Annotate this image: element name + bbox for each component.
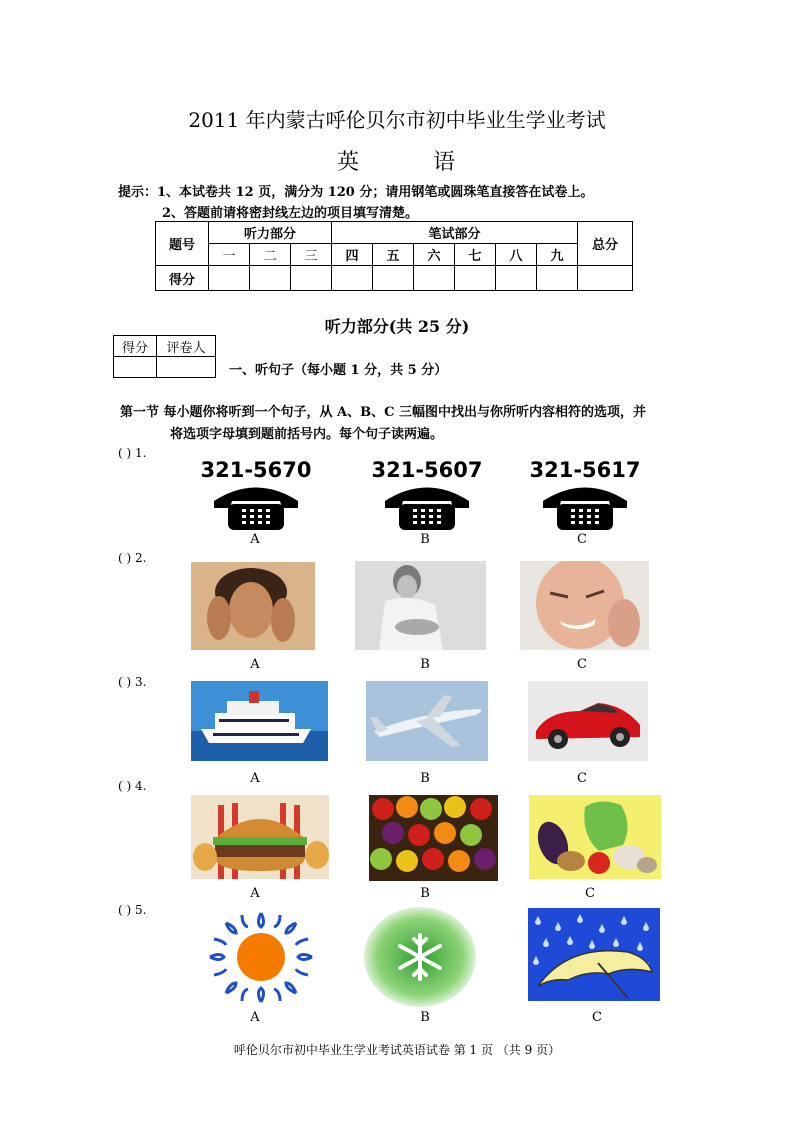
exam-title: 2011 年内蒙古呼伦贝尔市初中毕业生学业考试 bbox=[188, 108, 606, 132]
score-cell[interactable] bbox=[537, 266, 578, 291]
col-8: 八 bbox=[496, 244, 537, 266]
score-cell[interactable] bbox=[209, 266, 250, 291]
question-3-label: ( ) 3. bbox=[118, 675, 147, 689]
score-table bbox=[155, 221, 633, 291]
subject-char-1: 英 bbox=[336, 150, 361, 175]
col-2: 二 bbox=[250, 244, 291, 266]
phone-number-c: 321-5617 bbox=[529, 458, 641, 482]
col-6: 六 bbox=[414, 244, 455, 266]
col-5: 五 bbox=[373, 244, 414, 266]
option-a: A bbox=[250, 657, 260, 672]
instruction-line-2: 将选项字母填到题前括号内。每个句子读两遍。 bbox=[170, 427, 444, 442]
ship-image bbox=[191, 681, 328, 761]
score-cell[interactable] bbox=[332, 266, 373, 291]
page-footer: 呼伦贝尔市初中毕业生学业考试英语试卷 第 1 页 （共 9 页） bbox=[233, 1043, 561, 1057]
phone-image-b bbox=[363, 458, 491, 532]
instruction-line-1: 第一节 每小题你将听到一个句子，从 A、B、C 三幅图中找出与你所听内容相符的选项，并 bbox=[120, 405, 646, 420]
col-7: 七 bbox=[455, 244, 496, 266]
option-a: A bbox=[250, 771, 260, 786]
subject-title bbox=[0, 145, 794, 176]
part-one-title: 一、听句子（每小题 1 分，共 5 分） bbox=[229, 363, 448, 378]
option-c: C bbox=[592, 1010, 602, 1025]
toothache-image bbox=[520, 561, 649, 650]
rainy-image bbox=[528, 908, 660, 1001]
grader-person-label: 评卷人 bbox=[157, 336, 216, 357]
col-9: 九 bbox=[537, 244, 578, 266]
listening-header: 听力部分 bbox=[209, 222, 332, 244]
phone-image-a bbox=[192, 458, 320, 532]
score-cell[interactable] bbox=[578, 266, 633, 291]
score-cell[interactable] bbox=[291, 266, 332, 291]
col-4: 四 bbox=[332, 244, 373, 266]
phone-image-c bbox=[521, 458, 649, 532]
option-b: B bbox=[420, 1010, 430, 1025]
option-a: A bbox=[250, 1010, 260, 1025]
score-cell[interactable] bbox=[414, 266, 455, 291]
airplane-image bbox=[366, 681, 488, 761]
col-3: 三 bbox=[291, 244, 332, 266]
sunny-image bbox=[202, 905, 320, 1010]
phone-number-b: 321-5607 bbox=[371, 458, 483, 482]
tip-line-2: 2、答题前请将密封线左边的项目填写清楚。 bbox=[162, 206, 419, 221]
option-b: B bbox=[420, 771, 430, 786]
option-a: A bbox=[250, 886, 260, 901]
grader-person-cell[interactable] bbox=[157, 357, 216, 378]
grader-score-label: 得分 bbox=[114, 336, 157, 357]
option-b: B bbox=[420, 886, 430, 901]
phone-number-a: 321-5670 bbox=[200, 458, 312, 482]
vegetables-image bbox=[529, 795, 661, 879]
score-cell[interactable] bbox=[496, 266, 537, 291]
option-c: C bbox=[577, 657, 587, 672]
option-c: C bbox=[577, 771, 587, 786]
headache-image bbox=[191, 562, 315, 650]
subject-char-2: 语 bbox=[433, 150, 458, 175]
listening-section-title: 听力部分(共 25 分) bbox=[324, 317, 470, 336]
option-c: C bbox=[585, 886, 595, 901]
row-label-question-no: 题号 bbox=[156, 222, 209, 266]
option-b: B bbox=[420, 657, 430, 672]
grader-box bbox=[113, 335, 216, 378]
col-1: 一 bbox=[209, 244, 250, 266]
fruits-image bbox=[369, 795, 498, 881]
option-c: C bbox=[577, 532, 587, 547]
question-1-label: ( ) 1. bbox=[118, 446, 147, 460]
question-5-label: ( ) 5. bbox=[118, 903, 147, 917]
car-image bbox=[528, 681, 648, 761]
score-cell[interactable] bbox=[373, 266, 414, 291]
option-a: A bbox=[250, 532, 260, 547]
hamburger-image bbox=[191, 795, 329, 879]
grader-score-cell[interactable] bbox=[114, 357, 157, 378]
written-header: 笔试部分 bbox=[332, 222, 578, 244]
snowy-image bbox=[362, 905, 478, 1009]
total-header: 总分 bbox=[578, 222, 633, 266]
question-4-label: ( ) 4. bbox=[118, 779, 147, 793]
score-cell[interactable] bbox=[455, 266, 496, 291]
score-cell[interactable] bbox=[250, 266, 291, 291]
row-label-score: 得分 bbox=[156, 266, 209, 291]
question-2-label: ( ) 2. bbox=[118, 551, 147, 565]
stomachache-image bbox=[355, 561, 486, 650]
tip-line-1: 提示：1、本试卷共 12 页，满分为 120 分；请用钢笔或圆珠笔直接答在试卷上。 bbox=[118, 185, 594, 200]
option-b: B bbox=[420, 532, 430, 547]
